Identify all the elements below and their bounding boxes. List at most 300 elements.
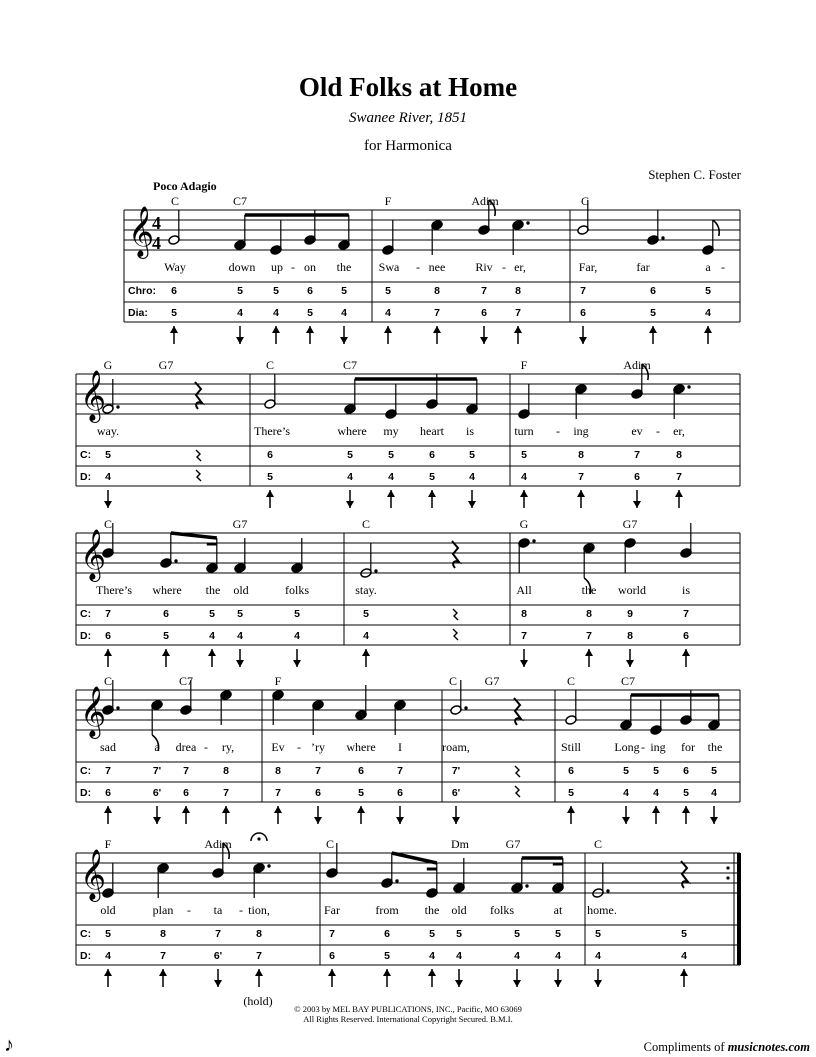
chromatic-hole-number: 7 xyxy=(481,285,487,297)
diatonic-hole-number: 4 xyxy=(429,950,435,962)
blow-arrow-down-icon xyxy=(455,980,463,987)
chromatic-hole-number: 7' xyxy=(451,765,461,777)
diatonic-hole-number: 5 xyxy=(568,787,574,799)
blow-arrow-down-icon xyxy=(293,660,301,667)
lyric-syllable: - xyxy=(239,903,243,917)
diatonic-hole-number: 5 xyxy=(358,787,364,799)
diatonic-hole-number: 5 xyxy=(384,950,390,962)
blow-arrow-down-icon xyxy=(104,501,112,508)
chord-symbol: G7 xyxy=(484,674,500,688)
diatonic-hole-number: 4 xyxy=(705,307,711,319)
lyric-syllable: way. xyxy=(96,424,120,438)
draw-arrow-up-icon xyxy=(652,806,660,813)
diatonic-row-label: D: xyxy=(80,471,92,483)
composer-credit: Stephen C. Foster xyxy=(648,167,741,182)
quarter-rest-icon xyxy=(452,541,459,568)
lyric-syllable: nee xyxy=(428,260,446,274)
lyric-syllable: There’s xyxy=(96,583,132,597)
draw-arrow-up-icon xyxy=(362,649,370,656)
chord-symbol: F xyxy=(274,674,282,688)
lyric-syllable: - xyxy=(416,260,420,274)
chord-symbol: C xyxy=(325,837,335,851)
chromatic-hole-number: 8 xyxy=(434,285,440,297)
draw-arrow-up-icon xyxy=(387,490,395,497)
draw-arrow-up-icon xyxy=(170,326,178,333)
chord-symbol: F xyxy=(384,194,392,208)
diatonic-hole-number: 4 xyxy=(105,950,111,962)
treble-clef-icon: 𝄞 xyxy=(80,371,107,420)
lyric-syllable: for xyxy=(681,740,695,754)
lyric-syllable: home. xyxy=(587,903,617,917)
draw-arrow-up-icon xyxy=(159,969,167,976)
quarter-rest-icon xyxy=(681,861,688,888)
chord-symbol: C7 xyxy=(232,194,248,208)
chord-symbol: G7 xyxy=(505,837,521,851)
chromatic-hole-number: 5 xyxy=(341,285,347,297)
compliments-prefix: Compliments of xyxy=(643,1040,728,1054)
diatonic-hole-number: 6' xyxy=(213,950,223,962)
chord-symbol: F xyxy=(520,358,528,372)
time-signature-top: 4 xyxy=(152,213,161,233)
chord-symbol: C xyxy=(580,194,590,208)
draw-arrow-up-icon xyxy=(274,806,282,813)
chord-symbol: Adim xyxy=(471,194,499,208)
diatonic-row-label: D: xyxy=(80,950,92,962)
chord-symbol: F xyxy=(104,837,112,851)
treble-clef-icon: 𝄞 xyxy=(80,687,107,736)
chord-symbol: C xyxy=(170,194,180,208)
lyric-syllable: is xyxy=(465,424,475,438)
diatonic-hole-number: 5 xyxy=(650,307,656,319)
draw-arrow-up-icon xyxy=(682,806,690,813)
chromatic-hole-number: 9 xyxy=(627,608,633,620)
lyric-syllable: turn xyxy=(514,424,534,438)
diatonic-hole-number: 5 xyxy=(171,307,177,319)
time-signature-bottom: 4 xyxy=(152,233,161,253)
chromatic-hole-number: 5 xyxy=(595,928,601,940)
staff-system-5 xyxy=(76,833,741,987)
diatonic-hole-number: 6 xyxy=(683,630,689,642)
chromatic-hole-number: 7 xyxy=(215,928,221,940)
chromatic-row-label: C: xyxy=(80,928,92,940)
chromatic-hole-number: 7 xyxy=(183,765,189,777)
diatonic-hole-number: 6 xyxy=(329,950,335,962)
chromatic-hole-number: 7 xyxy=(105,765,111,777)
chromatic-hole-number: 7 xyxy=(329,928,335,940)
lyric-syllable: Far, xyxy=(578,260,598,274)
lyric-syllable: Swa xyxy=(378,260,400,274)
lyric-syllable: at xyxy=(553,903,563,917)
diatonic-row-label: Dia: xyxy=(128,307,148,319)
lyric-syllable: er, xyxy=(673,424,685,438)
diatonic-hole-number: 6 xyxy=(183,787,189,799)
chord-symbol: G7 xyxy=(158,358,174,372)
diatonic-hole-number: 4 xyxy=(469,471,475,483)
lyric-syllable: - xyxy=(556,424,560,438)
draw-arrow-up-icon xyxy=(514,326,522,333)
diatonic-hole-number: 5 xyxy=(307,307,313,319)
lyric-syllable: ta xyxy=(213,903,223,917)
final-bar-thick xyxy=(737,853,741,965)
lyric-syllable: old xyxy=(451,903,467,917)
chromatic-hole-number: 8 xyxy=(223,765,229,777)
chord-symbol: C xyxy=(361,517,371,531)
chromatic-hole-number: 7 xyxy=(315,765,321,777)
chord-symbol: G xyxy=(103,358,113,372)
chromatic-hole-number: 6 xyxy=(163,608,169,620)
blow-arrow-down-icon xyxy=(480,337,488,344)
lyric-syllable: a xyxy=(154,740,160,754)
diatonic-hole-number: 7 xyxy=(521,630,527,642)
note-dot xyxy=(661,236,664,239)
chromatic-hole-number: 5 xyxy=(521,449,527,461)
lyric-syllable: my xyxy=(383,424,399,438)
diatonic-hole-number: 4 xyxy=(341,307,347,319)
diatonic-hole-number: 5 xyxy=(429,471,435,483)
blow-arrow-down-icon xyxy=(452,817,460,824)
compliments-credit xyxy=(644,1040,810,1055)
note-dot xyxy=(606,889,609,892)
lyric-syllable: ing xyxy=(573,424,589,438)
chromatic-hole-number: 5 xyxy=(273,285,279,297)
diatonic-hole-number: 5 xyxy=(267,471,273,483)
lyric-syllable: the xyxy=(205,583,221,597)
chromatic-hole-number: 6 xyxy=(307,285,313,297)
lyric-syllable: - xyxy=(502,260,506,274)
chromatic-hole-number: 6 xyxy=(650,285,656,297)
diatonic-hole-number: 5 xyxy=(163,630,169,642)
draw-arrow-up-icon xyxy=(357,806,365,813)
diatonic-hole-number: 4 xyxy=(681,950,687,962)
draw-arrow-up-icon xyxy=(272,326,280,333)
chromatic-hole-number: 5 xyxy=(237,608,243,620)
lyric-syllable: ’ry xyxy=(311,740,325,754)
chromatic-hole-number: 8 xyxy=(586,608,592,620)
lyric-syllable: tion, xyxy=(248,903,270,917)
chord-symbol: G xyxy=(519,517,529,531)
diatonic-hole-number: 6' xyxy=(451,787,461,799)
draw-arrow-up-icon xyxy=(162,649,170,656)
fermata-dot xyxy=(257,837,260,840)
lyric-syllable: roam, xyxy=(442,740,470,754)
blow-arrow-down-icon xyxy=(236,660,244,667)
draw-arrow-up-icon xyxy=(577,490,585,497)
tab-rest-icon xyxy=(453,629,458,640)
music-note-icon: ♪ xyxy=(4,1034,14,1056)
blow-arrow-down-icon xyxy=(622,817,630,824)
tab-rest-icon xyxy=(196,450,201,461)
diatonic-hole-number: 4 xyxy=(294,630,300,642)
blow-arrow-down-icon xyxy=(340,337,348,344)
lyric-syllable: - xyxy=(291,260,295,274)
diatonic-hole-number: 4 xyxy=(273,307,279,319)
draw-arrow-up-icon xyxy=(428,969,436,976)
lyric-syllable: on xyxy=(304,260,316,274)
note-dot xyxy=(525,884,528,887)
chromatic-row-label: C: xyxy=(80,765,92,777)
blow-arrow-down-icon xyxy=(633,501,641,508)
chromatic-hole-number: 8 xyxy=(256,928,262,940)
chromatic-hole-number: 6 xyxy=(171,285,177,297)
lyric-syllable: stay. xyxy=(355,583,377,597)
lyric-syllable: where xyxy=(152,583,182,597)
chromatic-hole-number: 8 xyxy=(578,449,584,461)
chromatic-hole-number: 5 xyxy=(555,928,561,940)
chromatic-hole-number: 7 xyxy=(397,765,403,777)
repeat-dot xyxy=(726,866,729,869)
tab-rest-icon xyxy=(515,766,520,777)
tab-rest-icon xyxy=(196,470,201,481)
chromatic-hole-number: 5 xyxy=(653,765,659,777)
chromatic-hole-number: 5 xyxy=(388,449,394,461)
lyric-syllable: plan xyxy=(152,903,174,917)
diatonic-hole-number: 4 xyxy=(385,307,391,319)
draw-arrow-up-icon xyxy=(182,806,190,813)
chord-symbol: C7 xyxy=(178,674,194,688)
lyric-syllable: where xyxy=(346,740,376,754)
note-dot xyxy=(267,864,270,867)
note-dot xyxy=(464,706,467,709)
song-title: Old Folks at Home xyxy=(298,72,518,102)
chromatic-hole-number: 5 xyxy=(705,285,711,297)
draw-arrow-up-icon xyxy=(306,326,314,333)
draw-arrow-up-icon xyxy=(585,649,593,656)
diatonic-hole-number: 4 xyxy=(514,950,520,962)
lyric-syllable: drea xyxy=(175,740,197,754)
draw-arrow-up-icon xyxy=(680,969,688,976)
lyric-syllable: ev xyxy=(631,424,643,438)
blow-arrow-down-icon xyxy=(710,817,718,824)
draw-arrow-up-icon xyxy=(222,806,230,813)
lyric-syllable: from xyxy=(375,903,399,917)
chromatic-hole-number: 6 xyxy=(267,449,273,461)
draw-arrow-up-icon xyxy=(255,969,263,976)
draw-arrow-up-icon xyxy=(104,649,112,656)
draw-arrow-up-icon xyxy=(384,326,392,333)
lyric-syllable: There’s xyxy=(254,424,290,438)
diatonic-hole-number: 8 xyxy=(627,630,633,642)
treble-clef-icon: 𝄞 xyxy=(80,850,107,899)
chromatic-hole-number: 7 xyxy=(683,608,689,620)
quarter-rest-icon xyxy=(195,382,202,409)
lyric-syllable: a xyxy=(705,260,711,274)
chromatic-hole-number: 5 xyxy=(237,285,243,297)
diatonic-hole-number: 4 xyxy=(555,950,561,962)
note-dot xyxy=(116,405,119,408)
diatonic-hole-number: 7 xyxy=(578,471,584,483)
chromatic-hole-number: 7 xyxy=(634,449,640,461)
blow-arrow-down-icon xyxy=(314,817,322,824)
tempo-marking: Poco Adagio xyxy=(153,179,217,193)
lyric-syllable: far xyxy=(636,260,650,274)
draw-arrow-up-icon xyxy=(675,490,683,497)
chromatic-hole-number: 5 xyxy=(681,928,687,940)
diatonic-row-label: D: xyxy=(80,787,92,799)
chord-symbol: C xyxy=(103,517,113,531)
diatonic-hole-number: 7 xyxy=(586,630,592,642)
lyric-syllable: down xyxy=(228,260,256,274)
chromatic-hole-number: 5 xyxy=(105,928,111,940)
diatonic-hole-number: 6 xyxy=(105,787,111,799)
copyright-line-2: All Rights Reserved. International Copyright Secured. B.M.I. xyxy=(303,1014,513,1024)
note-beam xyxy=(392,853,437,863)
quarter-rest-icon xyxy=(514,698,521,725)
lyric-syllable: I xyxy=(398,740,402,754)
chromatic-row-label: C: xyxy=(80,608,92,620)
diatonic-hole-number: 4 xyxy=(237,630,243,642)
lyric-syllable: Way xyxy=(164,260,186,274)
chromatic-hole-number: 5 xyxy=(363,608,369,620)
chord-symbol: Adim xyxy=(204,837,232,851)
blow-arrow-down-icon xyxy=(214,980,222,987)
diatonic-hole-number: 6 xyxy=(481,307,487,319)
note-dot xyxy=(532,539,535,542)
hold-annotation: (hold) xyxy=(243,994,273,1008)
chromatic-hole-number: 7 xyxy=(580,285,586,297)
diatonic-hole-number: 7 xyxy=(223,787,229,799)
chromatic-hole-number: 5 xyxy=(294,608,300,620)
lyric-syllable: old xyxy=(233,583,249,597)
lyric-syllable: er, xyxy=(514,260,526,274)
blow-arrow-down-icon xyxy=(594,980,602,987)
lyric-syllable: - xyxy=(656,424,660,438)
diatonic-hole-number: 6 xyxy=(105,630,111,642)
chord-symbol: C7 xyxy=(342,358,358,372)
lyric-syllable: world xyxy=(618,583,646,597)
copyright-notice xyxy=(0,1004,816,1024)
diatonic-hole-number: 7 xyxy=(160,950,166,962)
chromatic-hole-number: 8 xyxy=(676,449,682,461)
diatonic-hole-number: 4 xyxy=(209,630,215,642)
blow-arrow-down-icon xyxy=(513,980,521,987)
diatonic-hole-number: 6' xyxy=(152,787,162,799)
draw-arrow-up-icon xyxy=(266,490,274,497)
chord-symbol: C xyxy=(593,837,603,851)
draw-arrow-up-icon xyxy=(104,806,112,813)
compliments-site[interactable]: musicnotes.com xyxy=(727,1040,810,1054)
diatonic-hole-number: 4 xyxy=(388,471,394,483)
lyric-syllable: the xyxy=(336,260,352,274)
blow-arrow-down-icon xyxy=(346,501,354,508)
diatonic-hole-number: 4 xyxy=(711,787,717,799)
diatonic-hole-number: 4 xyxy=(363,630,369,642)
diatonic-hole-number: 4 xyxy=(105,471,111,483)
chromatic-row-label: Chro: xyxy=(128,285,156,297)
treble-clef-icon: 𝄞 xyxy=(128,207,155,256)
diatonic-hole-number: 7 xyxy=(256,950,262,962)
lyric-syllable: sad xyxy=(100,740,116,754)
lyric-syllable: folks xyxy=(285,583,309,597)
lyric-syllable: the xyxy=(581,583,597,597)
treble-clef-icon: 𝄞 xyxy=(80,530,107,579)
note-dot xyxy=(116,706,119,709)
lyric-syllable: - xyxy=(187,903,191,917)
lyric-syllable: - xyxy=(641,740,645,754)
draw-arrow-up-icon xyxy=(383,969,391,976)
draw-arrow-up-icon xyxy=(208,649,216,656)
diatonic-hole-number: 7 xyxy=(434,307,440,319)
chord-symbol: C xyxy=(103,674,113,688)
note-beam xyxy=(171,533,217,538)
diatonic-hole-number: 4 xyxy=(595,950,601,962)
note-dot xyxy=(374,569,377,572)
diatonic-hole-number: 4 xyxy=(347,471,353,483)
tab-rest-icon xyxy=(515,786,520,797)
chromatic-hole-number: 6 xyxy=(358,765,364,777)
chord-symbol: C7 xyxy=(620,674,636,688)
chromatic-hole-number: 5 xyxy=(469,449,475,461)
chromatic-hole-number: 5 xyxy=(209,608,215,620)
draw-arrow-up-icon xyxy=(682,649,690,656)
lyric-syllable: where xyxy=(337,424,367,438)
lyric-syllable: the xyxy=(424,903,440,917)
chromatic-hole-number: 5 xyxy=(514,928,520,940)
chromatic-hole-number: 8 xyxy=(160,928,166,940)
chromatic-hole-number: 5 xyxy=(429,928,435,940)
diatonic-hole-number: 4 xyxy=(456,950,462,962)
chromatic-hole-number: 5 xyxy=(456,928,462,940)
repeat-dot xyxy=(726,876,729,879)
blow-arrow-down-icon xyxy=(468,501,476,508)
diatonic-hole-number: 6 xyxy=(315,787,321,799)
note-dot xyxy=(526,221,529,224)
draw-arrow-up-icon xyxy=(428,490,436,497)
chord-symbol: G7 xyxy=(232,517,248,531)
chord-symbol: Adim xyxy=(623,358,651,372)
draw-arrow-up-icon xyxy=(433,326,441,333)
tab-rest-icon xyxy=(453,609,458,620)
lyric-syllable: ry, xyxy=(221,740,235,754)
chord-symbol: C xyxy=(566,674,576,688)
chromatic-hole-number: 7' xyxy=(152,765,162,777)
diatonic-hole-number: 4 xyxy=(623,787,629,799)
draw-arrow-up-icon xyxy=(704,326,712,333)
lyric-syllable: heart xyxy=(420,424,444,438)
chromatic-hole-number: 8 xyxy=(275,765,281,777)
blow-arrow-down-icon xyxy=(153,817,161,824)
diatonic-row-label: D: xyxy=(80,630,92,642)
lyric-syllable: is xyxy=(681,583,691,597)
chromatic-hole-number: 7 xyxy=(105,608,111,620)
copyright-line-1: © 2003 by MEL BAY PUBLICATIONS, INC., Pacific, MO 63069 xyxy=(294,1004,522,1014)
note-dot xyxy=(174,559,177,562)
draw-arrow-up-icon xyxy=(520,490,528,497)
lyric-syllable: folks xyxy=(490,903,514,917)
chromatic-row-label: C: xyxy=(80,449,92,461)
chromatic-hole-number: 6 xyxy=(683,765,689,777)
lyric-syllable: Long xyxy=(614,740,640,754)
diatonic-hole-number: 6 xyxy=(580,307,586,319)
note-dot xyxy=(395,879,398,882)
blow-arrow-down-icon xyxy=(236,337,244,344)
blow-arrow-down-icon xyxy=(626,660,634,667)
lyric-syllable: Still xyxy=(560,740,582,754)
diatonic-hole-number: 4 xyxy=(521,471,527,483)
instrument-label: for Harmonica xyxy=(364,138,452,154)
chromatic-hole-number: 5 xyxy=(711,765,717,777)
blow-arrow-down-icon xyxy=(520,660,528,667)
lyric-syllable: up xyxy=(271,260,283,274)
lyric-syllable: - xyxy=(721,260,725,274)
chromatic-hole-number: 6 xyxy=(429,449,435,461)
lyric-syllable: Ev xyxy=(271,740,285,754)
diatonic-hole-number: 7 xyxy=(676,471,682,483)
chord-symbol: G7 xyxy=(622,517,638,531)
chord-symbol: Dm xyxy=(451,837,469,851)
draw-arrow-up-icon xyxy=(328,969,336,976)
diatonic-hole-number: 5 xyxy=(683,787,689,799)
lyric-syllable: - xyxy=(204,740,208,754)
